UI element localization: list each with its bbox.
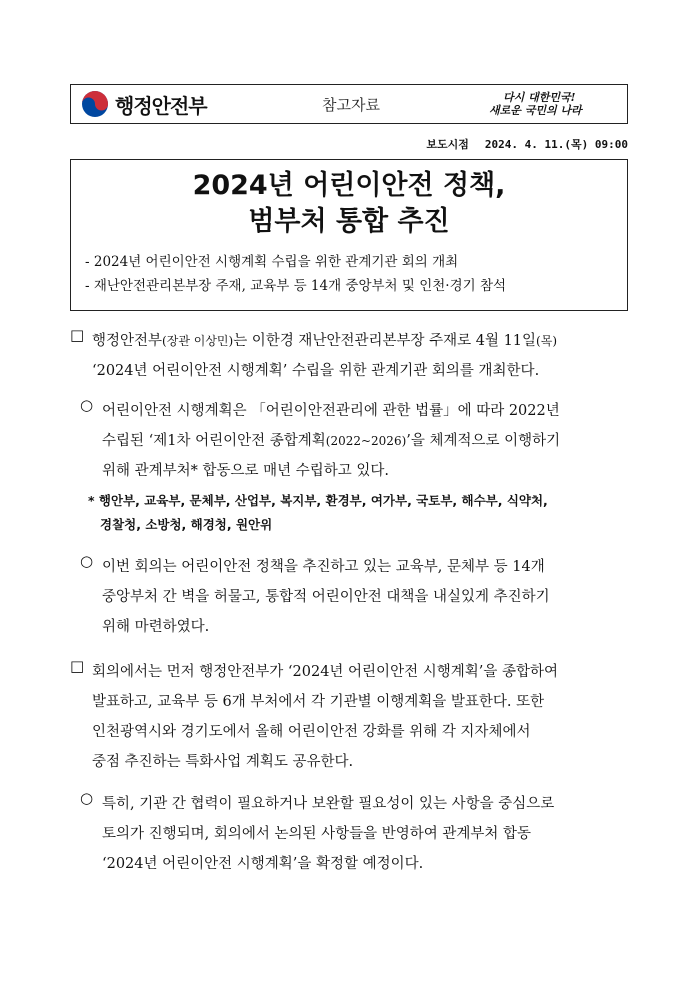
p3-line-1: 이번 회의는 어린이안전 정책을 추진하고 있는 교육부, 문체부 등 14개 [102,559,545,575]
header-box [70,84,628,124]
paragraph-3 [80,552,640,642]
p4-line-2: 발표하고, 교육부 등 6개 부처에서 각 기관별 이행계획을 발표한다. 또한 [92,694,545,710]
paragraph-2 [80,396,640,486]
circle-bullet-icon: ○ [80,552,94,570]
p3-line-2: 중앙부처 간 벽을 허물고, 통합적 어린이안전 대책을 내실있게 추진하기 [102,589,550,605]
slogan-line-1: 다시 대한민국! [503,91,576,104]
release-label: 보도시점 [426,138,469,151]
footnote [88,489,640,537]
p4-line-3: 인천광역시와 경기도에서 올해 어린이안전 강화를 위해 각 지자체에서 [92,724,531,740]
ministry-logo [71,90,231,119]
subtitle-list [85,250,627,298]
p5-line-2: 토의가 진행되며, 회의에서 논의된 사항들을 반영하여 관계부처 합동 [102,826,532,842]
release-time [426,136,628,152]
square-bullet-icon: □ [70,657,85,675]
p1-text-a: 행정안전부 [92,333,163,349]
circle-bullet-icon: ○ [80,396,94,414]
p1-text-b: (장관 이상민) [162,334,234,348]
slogan [471,91,627,117]
release-datetime: 2024. 4. 11.(목) 09:00 [484,138,628,151]
ministry-name: 행정안전부 [115,93,207,118]
subtitle-1: - 2024년 어린이안전 시행계획 수립을 위한 관계기관 회의 개최 [85,254,459,270]
footnote-line-2: 경찰청, 소방청, 해경청, 원안위 [100,517,273,532]
title-line-2: 범부처 통합 추진 [248,206,450,237]
p2-line-1: 어린이안전 시행계획은 「어린이안전관리에 관한 법률」에 따라 2022년 [102,403,560,419]
p4-line-4: 중점 추진하는 특화사업 계획도 공유한다. [92,754,354,770]
subtitle-2: - 재난안전관리본부장 주재, 교육부 등 14개 중앙부처 및 인천·경기 참석 [85,278,507,294]
title-box [70,159,628,311]
square-bullet-icon: □ [70,326,85,344]
paragraph-4 [70,657,640,777]
paragraph-5 [80,789,640,879]
footnote-line-1: * 행안부, 교육부, 문체부, 산업부, 복지부, 환경부, 여가부, 국토부, 해수부, 식약처, [88,493,548,508]
p3-line-3: 위해 마련하였다. [102,619,210,635]
slogan-line-2: 새로운 국민의 나라 [489,104,582,117]
p2-text-b: (2022~2026) [325,434,407,448]
p1-line-2: ‘2024년 어린이안전 시행계획’ 수립을 위한 관계기관 회의를 개최한다. [92,363,540,379]
p2-text-c: ’을 체계적으로 이행하기 [406,433,561,449]
p4-line-1: 회의에서는 먼저 행정안전부가 ‘2024년 어린이안전 시행계획’을 종합하여 [92,664,558,680]
p1-text-c: 는 이한경 재난안전관리본부장 주재로 4월 11일 [233,333,537,349]
p5-line-1: 특히, 기관 간 협력이 필요하거나 보완할 필요성이 있는 사항을 중심으로 [102,796,555,812]
p5-line-3: ‘2024년 어린이안전 시행계획’을 확정할 예정이다. [102,856,424,872]
taegeuk-emblem-icon [81,90,109,118]
paragraph-1 [70,326,640,386]
circle-bullet-icon: ○ [80,789,94,807]
p1-text-d: (목) [536,334,558,348]
p2-text-a: 수립된 ‘제1차 어린이안전 종합계획 [102,433,326,449]
title-line-1: 2024년 어린이안전 정책, [192,170,506,201]
doc-type-label: 참고자료 [322,95,380,114]
p2-line-3: 위해 관계부처* 합동으로 매년 수립하고 있다. [102,463,390,479]
